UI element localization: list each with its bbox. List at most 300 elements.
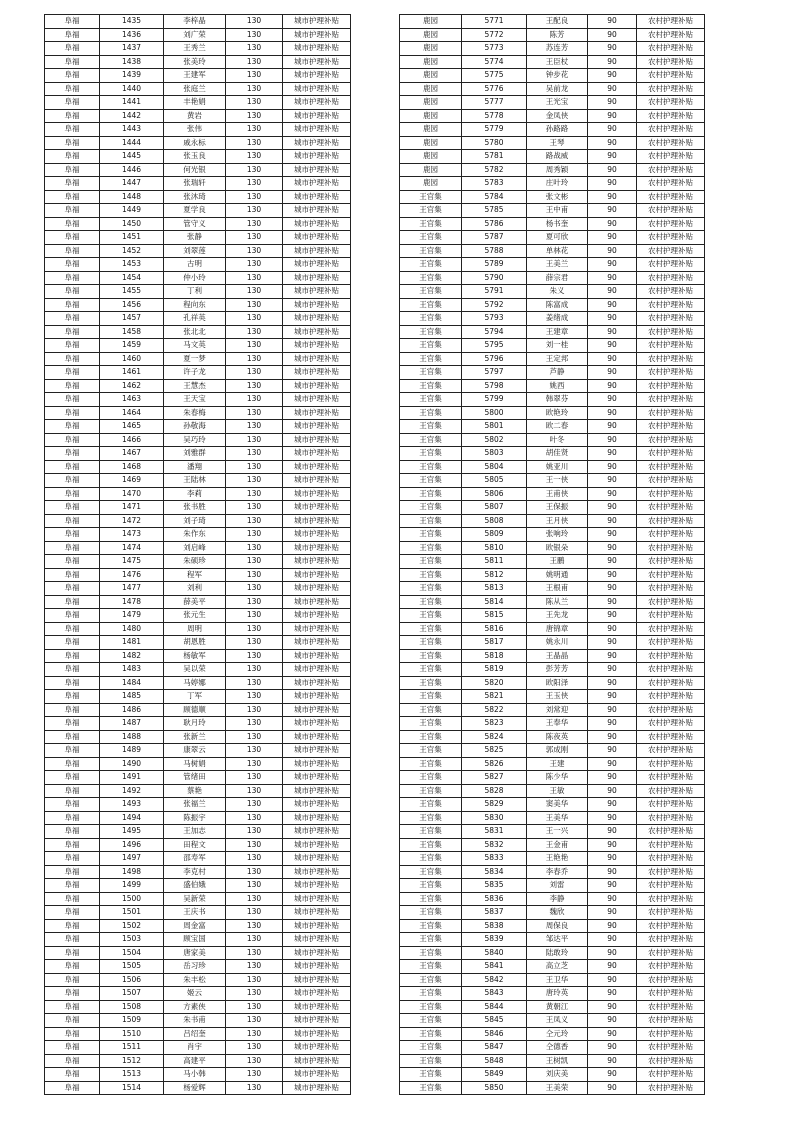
serial-number-cell: 5775 bbox=[462, 69, 527, 83]
table-row bbox=[45, 838, 351, 852]
table-row bbox=[400, 352, 705, 366]
amount-cell: 90 bbox=[588, 838, 637, 852]
table-row bbox=[45, 258, 351, 272]
amount-cell: 130 bbox=[226, 622, 283, 636]
amount-cell: 130 bbox=[226, 96, 283, 110]
table-row bbox=[400, 217, 705, 231]
subsidy-type-cell: 城市护理补贴 bbox=[283, 838, 351, 852]
table-row bbox=[45, 690, 351, 704]
serial-number-cell: 1493 bbox=[100, 798, 164, 812]
subsidy-type-cell: 农村护理补贴 bbox=[637, 366, 705, 380]
amount-cell: 130 bbox=[226, 312, 283, 326]
subsidy-type-cell: 城市护理补贴 bbox=[283, 447, 351, 461]
table-row bbox=[400, 163, 705, 177]
subsidy-type-cell: 城市护理补贴 bbox=[283, 703, 351, 717]
table-row bbox=[45, 298, 351, 312]
town-cell: 阜福 bbox=[45, 757, 100, 771]
name-cell: 王敏 bbox=[527, 784, 588, 798]
town-cell: 阜福 bbox=[45, 285, 100, 299]
subsidy-type-cell: 农村护理补贴 bbox=[637, 1027, 705, 1041]
subsidy-type-cell: 农村护理补贴 bbox=[637, 987, 705, 1001]
table-row bbox=[45, 379, 351, 393]
name-cell: 王建 bbox=[527, 757, 588, 771]
subsidy-type-cell: 农村护理补贴 bbox=[637, 906, 705, 920]
town-cell: 王官集 bbox=[400, 1027, 462, 1041]
subsidy-type-cell: 农村护理补贴 bbox=[637, 946, 705, 960]
serial-number-cell: 5783 bbox=[462, 177, 527, 191]
town-cell: 王官集 bbox=[400, 1054, 462, 1068]
subsidy-type-cell: 农村护理补贴 bbox=[637, 96, 705, 110]
subsidy-type-cell: 城市护理补贴 bbox=[283, 946, 351, 960]
town-cell: 王官集 bbox=[400, 946, 462, 960]
subsidy-type-cell: 城市护理补贴 bbox=[283, 825, 351, 839]
table-row bbox=[400, 460, 705, 474]
amount-cell: 130 bbox=[226, 1027, 283, 1041]
subsidy-type-cell: 农村护理补贴 bbox=[637, 730, 705, 744]
table-row bbox=[400, 1014, 705, 1028]
subsidy-type-cell: 农村护理补贴 bbox=[637, 771, 705, 785]
amount-cell: 90 bbox=[588, 460, 637, 474]
amount-cell: 90 bbox=[588, 541, 637, 555]
subsidy-type-cell: 城市护理补贴 bbox=[283, 433, 351, 447]
amount-cell: 90 bbox=[588, 1014, 637, 1028]
name-cell: 潘翔 bbox=[164, 460, 226, 474]
table-row bbox=[45, 811, 351, 825]
subsidy-type-cell: 城市护理补贴 bbox=[283, 865, 351, 879]
name-cell: 张北北 bbox=[164, 325, 226, 339]
name-cell: 高立芝 bbox=[527, 960, 588, 974]
serial-number-cell: 1492 bbox=[100, 784, 164, 798]
subsidy-type-cell: 农村护理补贴 bbox=[637, 1081, 705, 1095]
town-cell: 阜福 bbox=[45, 555, 100, 569]
table-row bbox=[45, 312, 351, 326]
name-cell: 李莉 bbox=[164, 487, 226, 501]
name-cell: 王金甫 bbox=[527, 838, 588, 852]
table-row bbox=[400, 82, 705, 96]
name-cell: 马小韩 bbox=[164, 1068, 226, 1082]
amount-cell: 130 bbox=[226, 460, 283, 474]
amount-cell: 130 bbox=[226, 271, 283, 285]
town-cell: 阜福 bbox=[45, 177, 100, 191]
amount-cell: 130 bbox=[226, 109, 283, 123]
town-cell: 阜福 bbox=[45, 325, 100, 339]
amount-cell: 90 bbox=[588, 1068, 637, 1082]
amount-cell: 130 bbox=[226, 865, 283, 879]
name-cell: 仲小玲 bbox=[164, 271, 226, 285]
name-cell: 彭芳芳 bbox=[527, 663, 588, 677]
town-cell: 阜福 bbox=[45, 568, 100, 582]
amount-cell: 130 bbox=[226, 1000, 283, 1014]
subsidy-type-cell: 城市护理补贴 bbox=[283, 663, 351, 677]
table-row bbox=[45, 514, 351, 528]
subsidy-type-cell: 农村护理补贴 bbox=[637, 703, 705, 717]
subsidy-type-cell: 城市护理补贴 bbox=[283, 919, 351, 933]
table-row bbox=[400, 312, 705, 326]
town-cell: 阜福 bbox=[45, 501, 100, 515]
subsidy-type-cell: 农村护理补贴 bbox=[637, 204, 705, 218]
name-cell: 朱春梅 bbox=[164, 406, 226, 420]
name-cell: 周金富 bbox=[164, 919, 226, 933]
name-cell: 薛宗君 bbox=[527, 271, 588, 285]
amount-cell: 130 bbox=[226, 123, 283, 137]
town-cell: 鹿园 bbox=[400, 28, 462, 42]
town-cell: 鹿园 bbox=[400, 82, 462, 96]
serial-number-cell: 1497 bbox=[100, 852, 164, 866]
table-row bbox=[400, 298, 705, 312]
table-row bbox=[400, 150, 705, 164]
name-cell: 黄岩 bbox=[164, 109, 226, 123]
subsidy-type-cell: 城市护理补贴 bbox=[283, 393, 351, 407]
name-cell: 郭成刚 bbox=[527, 744, 588, 758]
town-cell: 鹿园 bbox=[400, 123, 462, 137]
subsidy-type-cell: 城市护理补贴 bbox=[283, 1081, 351, 1095]
town-cell: 王官集 bbox=[400, 622, 462, 636]
amount-cell: 90 bbox=[588, 771, 637, 785]
name-cell: 金凤侠 bbox=[527, 109, 588, 123]
serial-number-cell: 1445 bbox=[100, 150, 164, 164]
amount-cell: 90 bbox=[588, 825, 637, 839]
table-row bbox=[400, 676, 705, 690]
subsidy-type-cell: 农村护理补贴 bbox=[637, 123, 705, 137]
amount-cell: 90 bbox=[588, 42, 637, 56]
table-row bbox=[45, 541, 351, 555]
name-cell: 朱硕珍 bbox=[164, 555, 226, 569]
town-cell: 阜福 bbox=[45, 1014, 100, 1028]
subsidy-type-cell: 农村护理补贴 bbox=[637, 379, 705, 393]
serial-number-cell: 1458 bbox=[100, 325, 164, 339]
amount-cell: 90 bbox=[588, 109, 637, 123]
name-cell: 刘广荣 bbox=[164, 28, 226, 42]
table-row bbox=[45, 42, 351, 56]
serial-number-cell: 5849 bbox=[462, 1068, 527, 1082]
town-cell: 王官集 bbox=[400, 973, 462, 987]
amount-cell: 130 bbox=[226, 987, 283, 1001]
serial-number-cell: 1453 bbox=[100, 258, 164, 272]
name-cell: 孙敬海 bbox=[164, 420, 226, 434]
town-cell: 阜福 bbox=[45, 906, 100, 920]
table-row bbox=[45, 433, 351, 447]
amount-cell: 90 bbox=[588, 703, 637, 717]
amount-cell: 90 bbox=[588, 96, 637, 110]
subsidy-type-cell: 城市护理补贴 bbox=[283, 258, 351, 272]
table-row bbox=[45, 676, 351, 690]
amount-cell: 130 bbox=[226, 82, 283, 96]
subsidy-type-cell: 城市护理补贴 bbox=[283, 204, 351, 218]
name-cell: 王先龙 bbox=[527, 609, 588, 623]
serial-number-cell: 5778 bbox=[462, 109, 527, 123]
subsidy-type-cell: 城市护理补贴 bbox=[283, 177, 351, 191]
subsidy-type-cell: 农村护理补贴 bbox=[637, 784, 705, 798]
table-row bbox=[45, 717, 351, 731]
amount-cell: 130 bbox=[226, 420, 283, 434]
amount-cell: 130 bbox=[226, 379, 283, 393]
town-cell: 阜福 bbox=[45, 231, 100, 245]
subsidy-type-cell: 城市护理补贴 bbox=[283, 676, 351, 690]
serial-number-cell: 1480 bbox=[100, 622, 164, 636]
serial-number-cell: 1459 bbox=[100, 339, 164, 353]
serial-number-cell: 5817 bbox=[462, 636, 527, 650]
town-cell: 阜福 bbox=[45, 69, 100, 83]
name-cell: 田程文 bbox=[164, 838, 226, 852]
serial-number-cell: 1503 bbox=[100, 933, 164, 947]
subsidy-type-cell: 农村护理补贴 bbox=[637, 1000, 705, 1014]
name-cell: 唐家美 bbox=[164, 946, 226, 960]
amount-cell: 130 bbox=[226, 501, 283, 515]
table-row bbox=[45, 393, 351, 407]
amount-cell: 130 bbox=[226, 825, 283, 839]
town-cell: 阜福 bbox=[45, 636, 100, 650]
serial-number-cell: 1450 bbox=[100, 217, 164, 231]
amount-cell: 130 bbox=[226, 136, 283, 150]
town-cell: 阜福 bbox=[45, 366, 100, 380]
serial-number-cell: 5815 bbox=[462, 609, 527, 623]
amount-cell: 130 bbox=[226, 838, 283, 852]
serial-number-cell: 5839 bbox=[462, 933, 527, 947]
table-row bbox=[45, 204, 351, 218]
name-cell: 方素侠 bbox=[164, 1000, 226, 1014]
table-row bbox=[400, 933, 705, 947]
town-cell: 王官集 bbox=[400, 568, 462, 582]
table-row bbox=[45, 973, 351, 987]
amount-cell: 90 bbox=[588, 339, 637, 353]
town-cell: 鹿园 bbox=[400, 15, 462, 29]
serial-number-cell: 5800 bbox=[462, 406, 527, 420]
name-cell: 丰艳娟 bbox=[164, 96, 226, 110]
serial-number-cell: 1441 bbox=[100, 96, 164, 110]
town-cell: 王官集 bbox=[400, 865, 462, 879]
serial-number-cell: 5779 bbox=[462, 123, 527, 137]
town-cell: 阜福 bbox=[45, 136, 100, 150]
name-cell: 王艳艳 bbox=[527, 852, 588, 866]
town-cell: 鹿园 bbox=[400, 42, 462, 56]
amount-cell: 130 bbox=[226, 879, 283, 893]
name-cell: 吴以荣 bbox=[164, 663, 226, 677]
serial-number-cell: 1491 bbox=[100, 771, 164, 785]
name-cell: 苏连芳 bbox=[527, 42, 588, 56]
serial-number-cell: 1479 bbox=[100, 609, 164, 623]
subsidy-type-cell: 农村护理补贴 bbox=[637, 69, 705, 83]
table-row bbox=[400, 231, 705, 245]
serial-number-cell: 5848 bbox=[462, 1054, 527, 1068]
town-cell: 王官集 bbox=[400, 676, 462, 690]
table-row bbox=[400, 649, 705, 663]
name-cell: 单林花 bbox=[527, 244, 588, 258]
serial-number-cell: 1499 bbox=[100, 879, 164, 893]
table-row bbox=[400, 568, 705, 582]
name-cell: 盛伯娥 bbox=[164, 879, 226, 893]
serial-number-cell: 5785 bbox=[462, 204, 527, 218]
amount-cell: 90 bbox=[588, 879, 637, 893]
serial-number-cell: 1463 bbox=[100, 393, 164, 407]
town-cell: 阜福 bbox=[45, 541, 100, 555]
town-cell: 阜福 bbox=[45, 163, 100, 177]
serial-number-cell: 1485 bbox=[100, 690, 164, 704]
town-cell: 阜福 bbox=[45, 811, 100, 825]
amount-cell: 90 bbox=[588, 514, 637, 528]
name-cell: 耿月玲 bbox=[164, 717, 226, 731]
subsidy-type-cell: 城市护理补贴 bbox=[283, 973, 351, 987]
name-cell: 王一侠 bbox=[527, 474, 588, 488]
amount-cell: 90 bbox=[588, 69, 637, 83]
table-row bbox=[400, 447, 705, 461]
name-cell: 邵寿军 bbox=[164, 852, 226, 866]
town-cell: 王官集 bbox=[400, 217, 462, 231]
subsidy-type-cell: 城市护理补贴 bbox=[283, 487, 351, 501]
amount-cell: 90 bbox=[588, 609, 637, 623]
name-cell: 杨书奎 bbox=[527, 217, 588, 231]
subsidy-type-cell: 城市护理补贴 bbox=[283, 717, 351, 731]
town-cell: 阜福 bbox=[45, 393, 100, 407]
name-cell: 管绪田 bbox=[164, 771, 226, 785]
serial-number-cell: 5776 bbox=[462, 82, 527, 96]
serial-number-cell: 5837 bbox=[462, 906, 527, 920]
town-cell: 阜福 bbox=[45, 96, 100, 110]
name-cell: 何光银 bbox=[164, 163, 226, 177]
serial-number-cell: 5842 bbox=[462, 973, 527, 987]
serial-number-cell: 5784 bbox=[462, 190, 527, 204]
amount-cell: 90 bbox=[588, 676, 637, 690]
table-row bbox=[400, 663, 705, 677]
amount-cell: 90 bbox=[588, 1054, 637, 1068]
name-cell: 王保振 bbox=[527, 501, 588, 515]
town-cell: 王官集 bbox=[400, 514, 462, 528]
serial-number-cell: 5846 bbox=[462, 1027, 527, 1041]
serial-number-cell: 1436 bbox=[100, 28, 164, 42]
table-row bbox=[45, 933, 351, 947]
amount-cell: 90 bbox=[588, 933, 637, 947]
serial-number-cell: 5811 bbox=[462, 555, 527, 569]
amount-cell: 90 bbox=[588, 15, 637, 29]
serial-number-cell: 1470 bbox=[100, 487, 164, 501]
serial-number-cell: 1496 bbox=[100, 838, 164, 852]
name-cell: 王美荣 bbox=[527, 1081, 588, 1095]
name-cell: 程军 bbox=[164, 568, 226, 582]
table-row bbox=[400, 595, 705, 609]
serial-number-cell: 5814 bbox=[462, 595, 527, 609]
amount-cell: 90 bbox=[588, 136, 637, 150]
amount-cell: 130 bbox=[226, 946, 283, 960]
subsidy-type-cell: 城市护理补贴 bbox=[283, 730, 351, 744]
town-cell: 王官集 bbox=[400, 447, 462, 461]
town-cell: 鹿园 bbox=[400, 55, 462, 69]
serial-number-cell: 1461 bbox=[100, 366, 164, 380]
subsidy-type-cell: 农村护理补贴 bbox=[637, 447, 705, 461]
table-row bbox=[45, 865, 351, 879]
serial-number-cell: 1460 bbox=[100, 352, 164, 366]
amount-cell: 130 bbox=[226, 1081, 283, 1095]
town-cell: 王官集 bbox=[400, 595, 462, 609]
name-cell: 欧阳泽 bbox=[527, 676, 588, 690]
name-cell: 王琴 bbox=[527, 136, 588, 150]
subsidy-type-cell: 农村护理补贴 bbox=[637, 339, 705, 353]
town-cell: 阜福 bbox=[45, 460, 100, 474]
name-cell: 顾宝国 bbox=[164, 933, 226, 947]
serial-number-cell: 1494 bbox=[100, 811, 164, 825]
subsidy-type-cell: 农村护理补贴 bbox=[637, 244, 705, 258]
serial-number-cell: 5805 bbox=[462, 474, 527, 488]
subsidy-type-cell: 城市护理补贴 bbox=[283, 582, 351, 596]
subsidy-type-cell: 农村护理补贴 bbox=[637, 1068, 705, 1082]
amount-cell: 130 bbox=[226, 352, 283, 366]
subsidy-type-cell: 城市护理补贴 bbox=[283, 541, 351, 555]
amount-cell: 130 bbox=[226, 163, 283, 177]
table-row bbox=[400, 15, 705, 29]
name-cell: 王一兴 bbox=[527, 825, 588, 839]
name-cell: 张伟 bbox=[164, 123, 226, 137]
name-cell: 刘常迎 bbox=[527, 703, 588, 717]
subsidy-type-cell: 农村护理补贴 bbox=[637, 42, 705, 56]
town-cell: 阜福 bbox=[45, 447, 100, 461]
town-cell: 阜福 bbox=[45, 42, 100, 56]
serial-number-cell: 5831 bbox=[462, 825, 527, 839]
amount-cell: 130 bbox=[226, 150, 283, 164]
serial-number-cell: 1511 bbox=[100, 1041, 164, 1055]
amount-cell: 90 bbox=[588, 811, 637, 825]
town-cell: 阜福 bbox=[45, 339, 100, 353]
serial-number-cell: 1500 bbox=[100, 892, 164, 906]
amount-cell: 90 bbox=[588, 244, 637, 258]
name-cell: 杨敏军 bbox=[164, 649, 226, 663]
town-cell: 王官集 bbox=[400, 474, 462, 488]
table-row bbox=[400, 366, 705, 380]
name-cell: 王慧杰 bbox=[164, 379, 226, 393]
table-row bbox=[400, 919, 705, 933]
amount-cell: 130 bbox=[226, 258, 283, 272]
town-cell: 王官集 bbox=[400, 811, 462, 825]
amount-cell: 90 bbox=[588, 730, 637, 744]
serial-number-cell: 1482 bbox=[100, 649, 164, 663]
table-row bbox=[45, 798, 351, 812]
table-row bbox=[400, 973, 705, 987]
right-subsidy-table bbox=[399, 14, 705, 1095]
subsidy-type-cell: 农村护理补贴 bbox=[637, 15, 705, 29]
subsidy-type-cell: 城市护理补贴 bbox=[283, 1014, 351, 1028]
amount-cell: 130 bbox=[226, 487, 283, 501]
amount-cell: 130 bbox=[226, 339, 283, 353]
town-cell: 王官集 bbox=[400, 717, 462, 731]
name-cell: 夏学良 bbox=[164, 204, 226, 218]
amount-cell: 90 bbox=[588, 231, 637, 245]
subsidy-type-cell: 农村护理补贴 bbox=[637, 393, 705, 407]
subsidy-type-cell: 城市护理补贴 bbox=[283, 231, 351, 245]
table-row bbox=[45, 649, 351, 663]
amount-cell: 130 bbox=[226, 595, 283, 609]
table-row bbox=[45, 636, 351, 650]
serial-number-cell: 1490 bbox=[100, 757, 164, 771]
serial-number-cell: 1484 bbox=[100, 676, 164, 690]
name-cell: 王臣杖 bbox=[527, 55, 588, 69]
town-cell: 阜福 bbox=[45, 865, 100, 879]
table-row bbox=[45, 906, 351, 920]
name-cell: 王庆书 bbox=[164, 906, 226, 920]
name-cell: 王建军 bbox=[164, 69, 226, 83]
subsidy-type-cell: 农村护理补贴 bbox=[637, 231, 705, 245]
amount-cell: 130 bbox=[226, 636, 283, 650]
amount-cell: 90 bbox=[588, 973, 637, 987]
town-cell: 阜福 bbox=[45, 109, 100, 123]
town-cell: 王官集 bbox=[400, 649, 462, 663]
town-cell: 阜福 bbox=[45, 663, 100, 677]
name-cell: 姚亚川 bbox=[527, 460, 588, 474]
table-row bbox=[45, 285, 351, 299]
amount-cell: 90 bbox=[588, 177, 637, 191]
serial-number-cell: 1456 bbox=[100, 298, 164, 312]
name-cell: 丁军 bbox=[164, 690, 226, 704]
table-row bbox=[45, 1068, 351, 1082]
serial-number-cell: 5813 bbox=[462, 582, 527, 596]
amount-cell: 130 bbox=[226, 285, 283, 299]
subsidy-type-cell: 农村护理补贴 bbox=[637, 150, 705, 164]
